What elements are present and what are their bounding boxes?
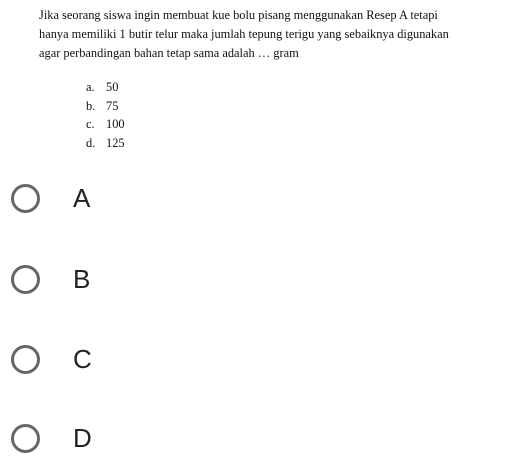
question-text <box>39 6 519 63</box>
choice-item-a <box>86 78 125 97</box>
radio-button-d[interactable] <box>11 424 40 453</box>
question-line: agar perbandingan bahan tetap sama adalah … gram <box>39 46 299 60</box>
choice-value: 50 <box>106 80 119 94</box>
choice-letter: b. <box>86 98 96 113</box>
choice-list <box>86 78 125 152</box>
radio-button-b[interactable] <box>11 265 40 294</box>
question-line: hanya memiliki 1 butir telur maka jumlah tepung terigu yang sebaiknya digunakan <box>39 27 449 41</box>
choice-item-c <box>86 115 125 134</box>
radio-button-c[interactable] <box>11 345 40 374</box>
choice-value: 100 <box>106 117 125 131</box>
question-line: Jika seorang siswa ingin membuat kue bolu pisang menggunakan Resep A tetapi <box>39 8 438 22</box>
answer-option-c[interactable] <box>11 338 211 380</box>
choice-letter: c. <box>86 117 95 131</box>
radio-button-a[interactable] <box>11 184 40 213</box>
answer-label-c: C <box>73 344 92 374</box>
choice-item-b <box>86 97 125 116</box>
choice-letter: d. <box>86 135 96 150</box>
choice-item-d <box>86 134 125 153</box>
answer-label-b: B <box>73 264 91 294</box>
choice-value: 125 <box>106 135 125 150</box>
answer-option-b[interactable] <box>11 258 211 300</box>
choice-letter: a. <box>86 80 95 94</box>
choice-value: 75 <box>106 98 119 113</box>
answer-option-a[interactable] <box>11 177 211 219</box>
answer-label-a: A <box>73 183 91 213</box>
answer-option-d[interactable] <box>11 417 211 459</box>
answer-label-d: D <box>73 423 92 453</box>
